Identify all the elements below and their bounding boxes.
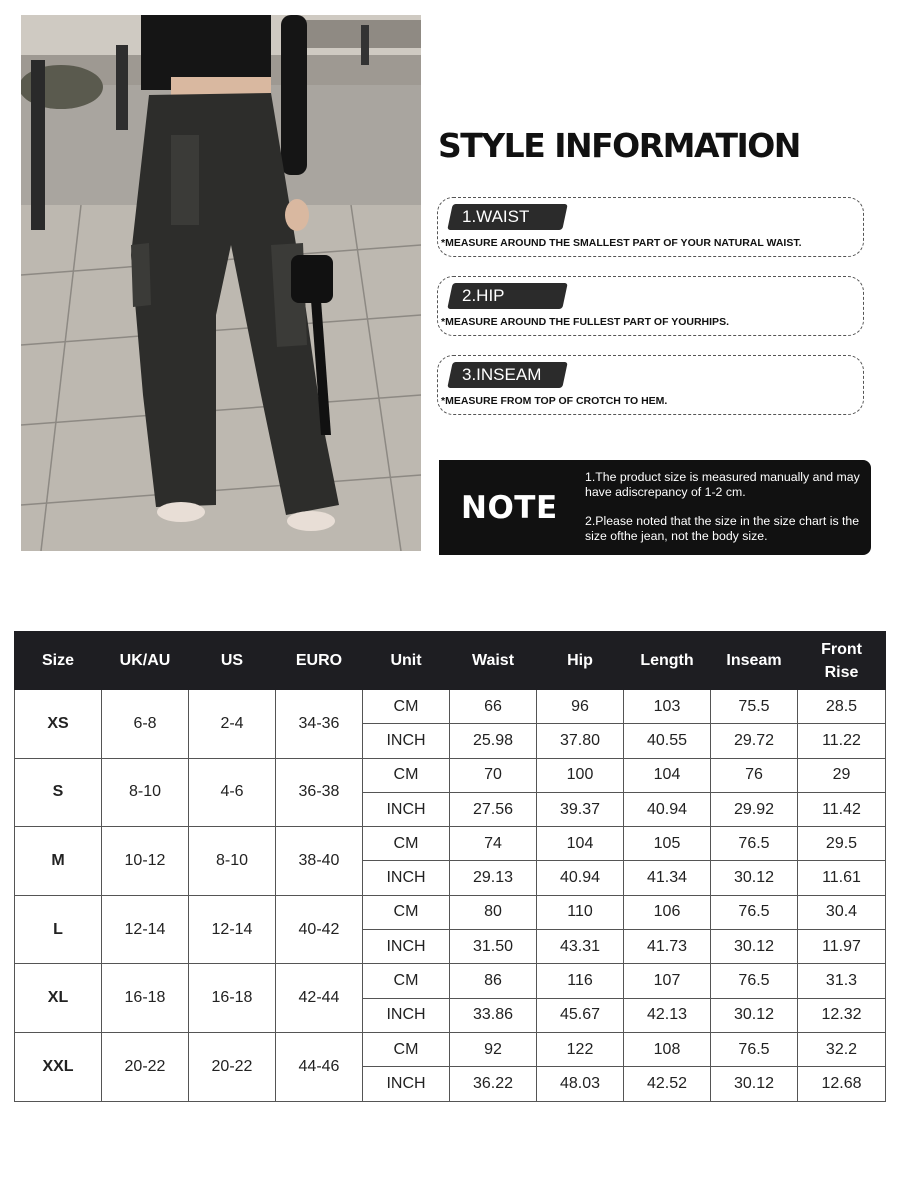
length-cell: 104: [624, 758, 711, 792]
hip-measure-box: [437, 276, 864, 336]
hip-cell: 39.37: [537, 792, 624, 826]
unit-cell: CM: [363, 1032, 450, 1066]
header-unit: Unit: [363, 632, 450, 690]
us-cell: 2-4: [189, 690, 276, 759]
euro-cell: 34-36: [276, 690, 363, 759]
waist-cell: 36.22: [450, 1067, 537, 1101]
us-cell: 16-18: [189, 964, 276, 1033]
table-row: [15, 895, 886, 929]
size-cell: L: [15, 895, 102, 964]
euro-cell: 36-38: [276, 758, 363, 827]
front-rise-cell: 12.68: [798, 1067, 886, 1101]
unit-cell: CM: [363, 690, 450, 724]
inseam-cell: 76.5: [711, 1032, 798, 1066]
length-cell: 40.94: [624, 792, 711, 826]
hip-description: *MEASURE AROUND THE FULLEST PART OF YOURHIPS.: [441, 316, 729, 328]
hip-cell: 40.94: [537, 861, 624, 895]
front-rise-cell: 32.2: [798, 1032, 886, 1066]
uk-cell: 20-22: [102, 1032, 189, 1101]
inseam-cell: 30.12: [711, 861, 798, 895]
size-cell: XXL: [15, 1032, 102, 1101]
hip-cell: 96: [537, 690, 624, 724]
table-row: [15, 1032, 886, 1066]
note-box: [439, 460, 871, 555]
product-photo: [21, 15, 421, 551]
unit-cell: CM: [363, 964, 450, 998]
waist-cell: 86: [450, 964, 537, 998]
front-rise-cell: 11.42: [798, 792, 886, 826]
front-rise-cell: 11.22: [798, 724, 886, 758]
unit-cell: CM: [363, 758, 450, 792]
table-header-row: [15, 632, 886, 690]
inseam-cell: 76: [711, 758, 798, 792]
header-size: Size: [15, 632, 102, 690]
unit-cell: INCH: [363, 792, 450, 826]
inseam-tag: 3.INSEAM: [447, 362, 568, 388]
euro-cell: 44-46: [276, 1032, 363, 1101]
length-cell: 107: [624, 964, 711, 998]
table-row: [15, 964, 886, 998]
unit-cell: CM: [363, 895, 450, 929]
inseam-cell: 30.12: [711, 998, 798, 1032]
length-cell: 108: [624, 1032, 711, 1066]
waist-cell: 25.98: [450, 724, 537, 758]
inseam-measure-box: [437, 355, 864, 415]
inseam-cell: 76.5: [711, 964, 798, 998]
header-uk-au: UK/AU: [102, 632, 189, 690]
length-cell: 105: [624, 827, 711, 861]
table-row: [15, 758, 886, 792]
waist-cell: 66: [450, 690, 537, 724]
waist-description: *MEASURE AROUND THE SMALLEST PART OF YOUR NATURAL WAIST.: [441, 237, 802, 249]
euro-cell: 42-44: [276, 964, 363, 1033]
us-cell: 20-22: [189, 1032, 276, 1101]
inseam-cell: 76.5: [711, 827, 798, 861]
uk-cell: 12-14: [102, 895, 189, 964]
waist-cell: 80: [450, 895, 537, 929]
waist-cell: 92: [450, 1032, 537, 1066]
size-chart-table: [14, 631, 886, 1102]
unit-cell: INCH: [363, 930, 450, 964]
us-cell: 4-6: [189, 758, 276, 827]
waist-tag: 1.WAIST: [447, 204, 568, 230]
hip-cell: 37.80: [537, 724, 624, 758]
front-rise-cell: 28.5: [798, 690, 886, 724]
waist-cell: 74: [450, 827, 537, 861]
front-rise-cell: 11.97: [798, 930, 886, 964]
header-waist: Waist: [450, 632, 537, 690]
us-cell: 12-14: [189, 895, 276, 964]
unit-cell: INCH: [363, 861, 450, 895]
header-hip: Hip: [537, 632, 624, 690]
inseam-cell: 29.72: [711, 724, 798, 758]
hip-cell: 48.03: [537, 1067, 624, 1101]
front-rise-cell: 31.3: [798, 964, 886, 998]
table-row: [15, 827, 886, 861]
header-front-rise: Front Rise: [798, 632, 886, 690]
length-cell: 106: [624, 895, 711, 929]
front-rise-cell: 30.4: [798, 895, 886, 929]
hip-cell: 116: [537, 964, 624, 998]
uk-cell: 10-12: [102, 827, 189, 896]
header-length: Length: [624, 632, 711, 690]
note-paragraph-2: 2.Please noted that the size in the size chart is the size ofthe jean, not the body size.: [585, 514, 860, 543]
inseam-cell: 29.92: [711, 792, 798, 826]
uk-cell: 16-18: [102, 964, 189, 1033]
front-rise-cell: 29.5: [798, 827, 886, 861]
table-row: [15, 690, 886, 724]
waist-measure-box: [437, 197, 864, 257]
waist-cell: 70: [450, 758, 537, 792]
unit-cell: INCH: [363, 998, 450, 1032]
front-rise-cell: 29: [798, 758, 886, 792]
size-cell: S: [15, 758, 102, 827]
front-rise-cell: 12.32: [798, 998, 886, 1032]
inseam-description: *MEASURE FROM TOP OF CROTCH TO HEM.: [441, 395, 668, 407]
note-paragraph-1: 1.The product size is measured manually and may have adiscrepancy of 1-2 cm.: [585, 470, 860, 499]
note-title: NOTE: [461, 490, 558, 526]
euro-cell: 40-42: [276, 895, 363, 964]
waist-cell: 29.13: [450, 861, 537, 895]
waist-cell: 31.50: [450, 930, 537, 964]
unit-cell: INCH: [363, 1067, 450, 1101]
hip-cell: 110: [537, 895, 624, 929]
uk-cell: 6-8: [102, 690, 189, 759]
waist-cell: 27.56: [450, 792, 537, 826]
front-rise-cell: 11.61: [798, 861, 886, 895]
size-cell: XL: [15, 964, 102, 1033]
length-cell: 41.34: [624, 861, 711, 895]
unit-cell: CM: [363, 827, 450, 861]
hip-tag: 2.HIP: [447, 283, 568, 309]
hip-cell: 45.67: [537, 998, 624, 1032]
length-cell: 40.55: [624, 724, 711, 758]
length-cell: 42.52: [624, 1067, 711, 1101]
hip-cell: 104: [537, 827, 624, 861]
length-cell: 103: [624, 690, 711, 724]
header-euro: EURO: [276, 632, 363, 690]
length-cell: 42.13: [624, 998, 711, 1032]
inseam-cell: 30.12: [711, 1067, 798, 1101]
header-inseam: Inseam: [711, 632, 798, 690]
header-us: US: [189, 632, 276, 690]
waist-cell: 33.86: [450, 998, 537, 1032]
size-cell: XS: [15, 690, 102, 759]
euro-cell: 38-40: [276, 827, 363, 896]
hip-cell: 100: [537, 758, 624, 792]
uk-cell: 8-10: [102, 758, 189, 827]
style-information-title: STYLE INFORMATION: [438, 126, 800, 165]
hip-cell: 43.31: [537, 930, 624, 964]
hip-cell: 122: [537, 1032, 624, 1066]
inseam-cell: 30.12: [711, 930, 798, 964]
unit-cell: INCH: [363, 724, 450, 758]
size-cell: M: [15, 827, 102, 896]
inseam-cell: 75.5: [711, 690, 798, 724]
length-cell: 41.73: [624, 930, 711, 964]
us-cell: 8-10: [189, 827, 276, 896]
inseam-cell: 76.5: [711, 895, 798, 929]
